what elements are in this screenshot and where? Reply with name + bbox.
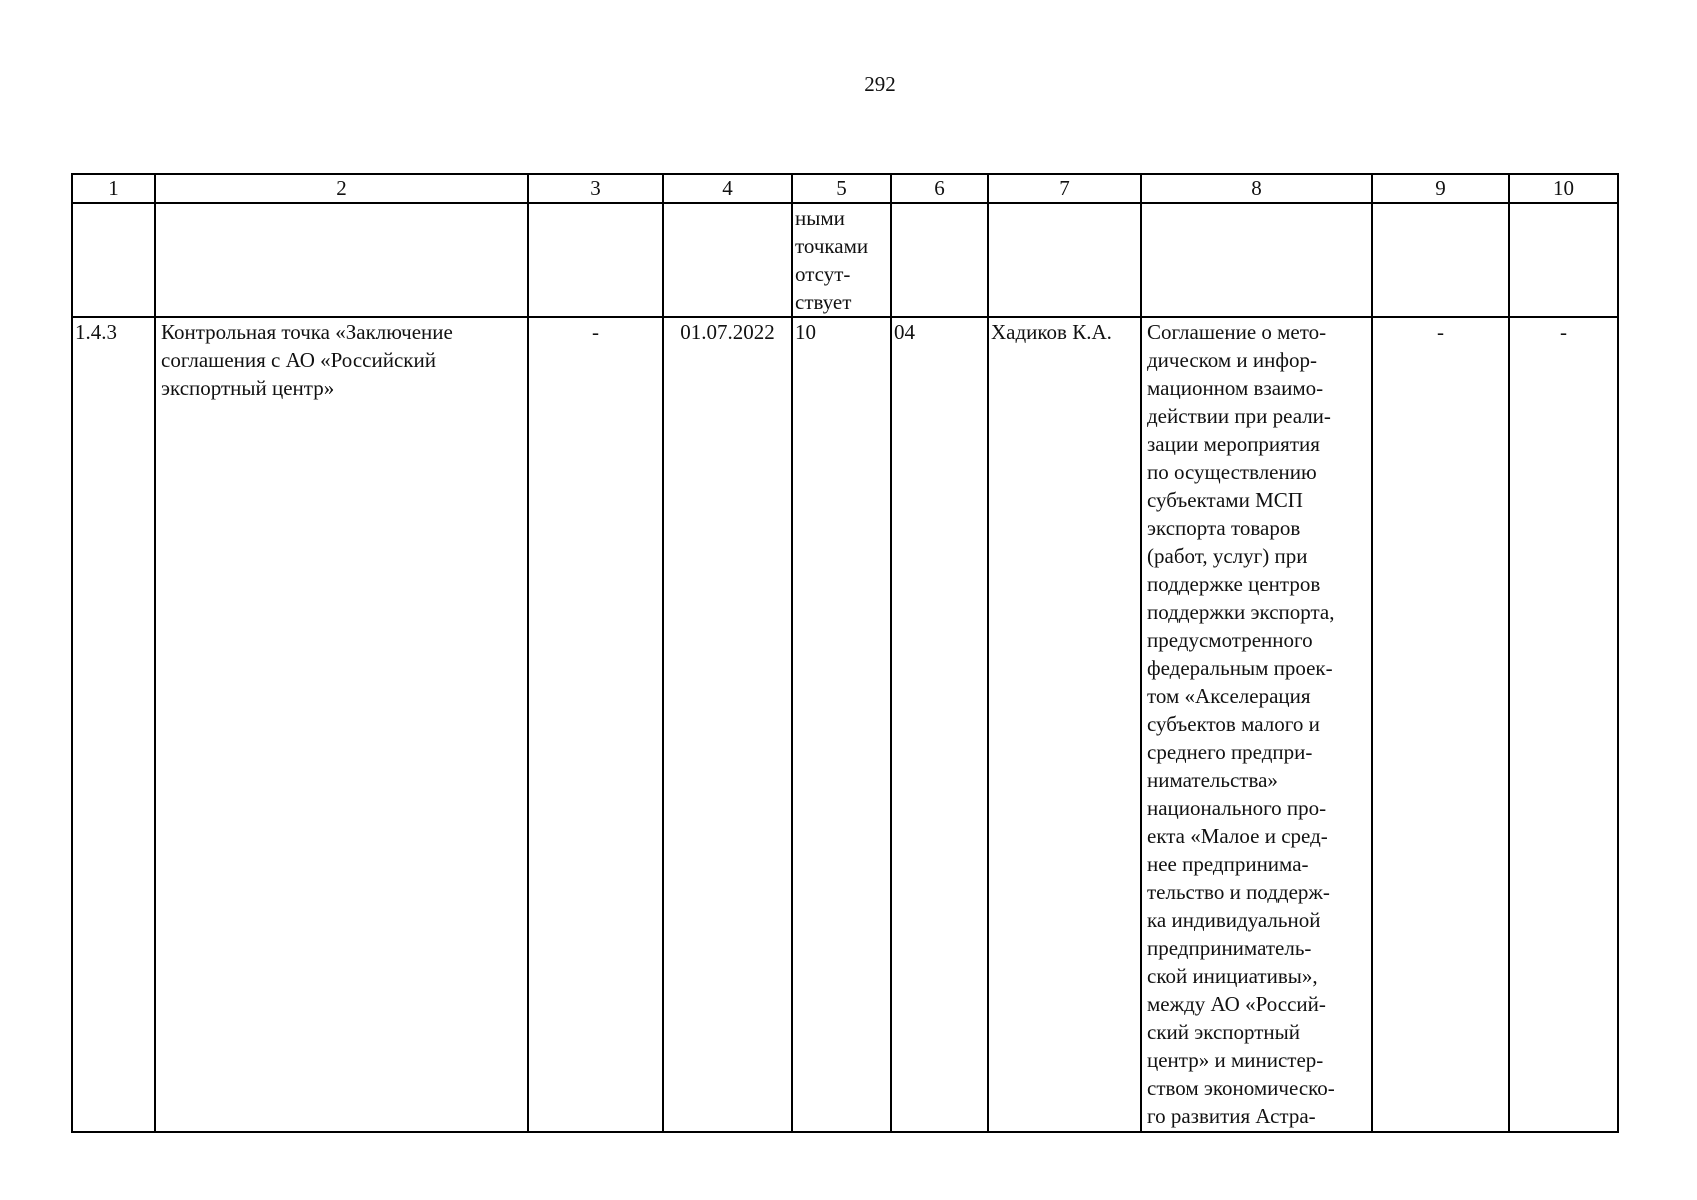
table-cell bbox=[1509, 203, 1618, 317]
table-cell bbox=[72, 203, 155, 317]
table-cell: 10 bbox=[792, 317, 891, 1132]
column-header: 2 bbox=[155, 174, 528, 203]
column-header: 5 bbox=[792, 174, 891, 203]
table-cell: ными точками отсут- ствует bbox=[792, 203, 891, 317]
table-cell bbox=[988, 203, 1141, 317]
table-cell: - bbox=[1372, 317, 1509, 1132]
date-cell: 01.07.2022 bbox=[663, 317, 792, 1132]
table-cell bbox=[1141, 203, 1372, 317]
table-cell: 04 bbox=[891, 317, 988, 1132]
table-cell bbox=[155, 203, 528, 317]
column-header: 6 bbox=[891, 174, 988, 203]
column-header: 1 bbox=[72, 174, 155, 203]
column-header: 3 bbox=[528, 174, 663, 203]
column-header: 10 bbox=[1509, 174, 1618, 203]
row-number-cell: 1.4.3 bbox=[72, 317, 155, 1132]
table-row bbox=[72, 203, 1618, 317]
table-cell bbox=[663, 203, 792, 317]
table-cell bbox=[528, 203, 663, 317]
task-description-cell: Контрольная точка «Заключение соглашения с АО «Российский экспортный центр» bbox=[155, 317, 528, 1132]
table-cell: - bbox=[528, 317, 663, 1132]
document-table bbox=[71, 173, 1619, 1133]
result-description-cell: Соглашение о мето- дическом и инфор- мационном взаимо- действии при реали- зации мероприятия по осуществлению субъектами МСП экспорта товаров (работ, услуг) при поддержке центров поддержки экспорта, предусмотренного федеральным проек- том «Акселерация субъектов малого и среднего предпри- нимательства» национального про- екта «Малое и сред- нее предпринима- тельство и поддерж- ка индивидуальной предприниматель- ской инициативы», между АО «Россий- ский экспортный центр» и министер- ством экономическо- го развития Астра- bbox=[1141, 317, 1372, 1132]
column-header: 9 bbox=[1372, 174, 1509, 203]
table-row bbox=[72, 317, 1618, 1132]
table-cell: - bbox=[1509, 317, 1618, 1132]
responsible-person-cell: Хадиков К.А. bbox=[988, 317, 1141, 1132]
column-header: 8 bbox=[1141, 174, 1372, 203]
table-header-row bbox=[72, 174, 1618, 203]
table-cell bbox=[891, 203, 988, 317]
page-number: 292 bbox=[864, 72, 896, 96]
table-cell bbox=[1372, 203, 1509, 317]
column-header: 7 bbox=[988, 174, 1141, 203]
column-header: 4 bbox=[663, 174, 792, 203]
